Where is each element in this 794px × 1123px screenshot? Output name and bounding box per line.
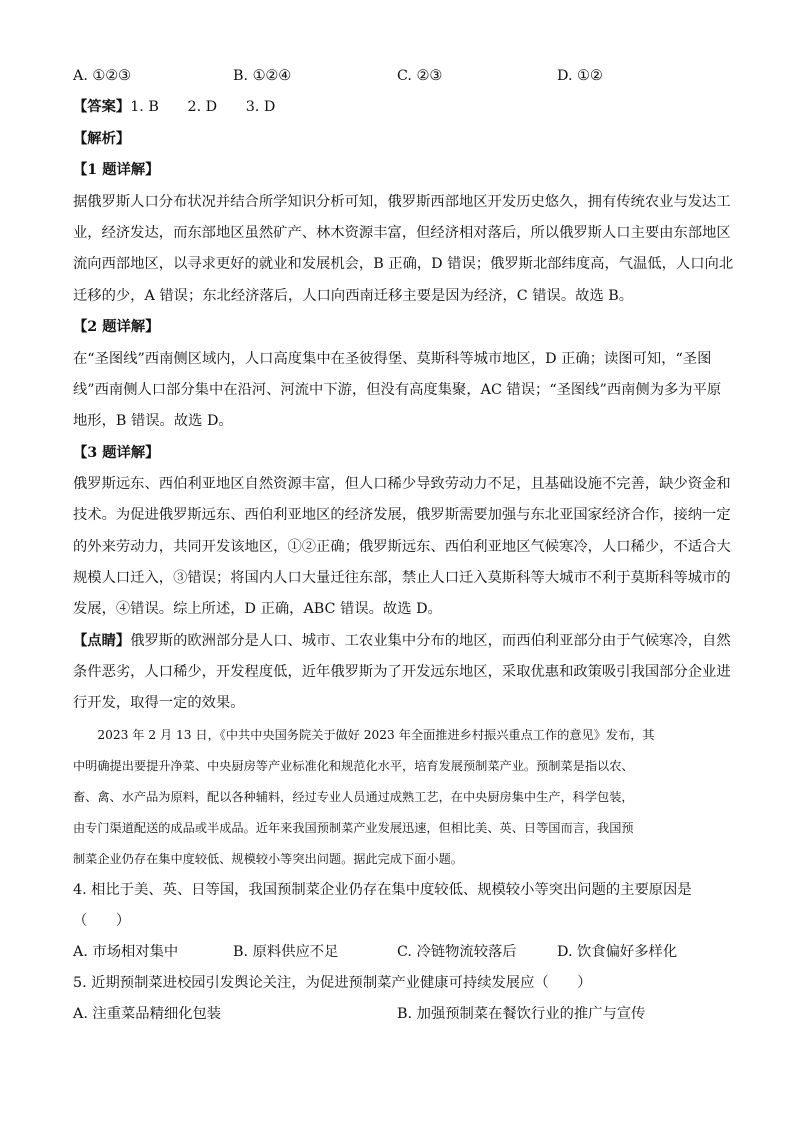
comment-line: 行开发，取得一定的效果。 [73, 695, 245, 711]
analysis-tag: 【解析】 [73, 131, 131, 147]
q1-line: 迁移的少，A 错误；东北经济落后，人口向西南迁移主要是因为经济，C 错误。故选 B。 [73, 288, 634, 304]
q2-line: 地形，B 错误。故选 D。 [73, 413, 233, 429]
option-d: D. ①② [557, 68, 603, 84]
q5-option-a: A. 注重菜品精细化包装 [73, 1006, 222, 1022]
q5-option-b: B. 加强预制菜在餐饮行业的推广与宣传 [397, 1006, 646, 1022]
passage-line: 2023 年 2 月 13 日，《中共中央国务院关于做好 2023 年全面推进乡村振兴重点工作的意见》发布，其 [73, 728, 655, 742]
option-b: B. ①②④ [233, 68, 292, 84]
q3-line: 发展，④错误。综上所述，D 正确，ABC 错误。故选 D。 [73, 601, 442, 617]
q3-line: 技术。为促进俄罗斯远东、西伯利亚地区的经济发展，俄罗斯需要加强与东北亚国家经济合作，接纳一定 [73, 507, 731, 523]
q4-option-b: B. 原料供应不足 [233, 944, 339, 960]
q2-tag: 【2 题详解】 [73, 319, 160, 335]
answer-line [73, 97, 275, 117]
q1-line: 流向西部地区，以寻求更好的就业和发展机会，B 正确，D 错误；俄罗斯北部纬度高，气温低，人口向北 [73, 256, 734, 272]
answer-tag: 【答案】 [73, 99, 131, 115]
comment-line: 条件恶劣，人口稀少，开发程度低，近年俄罗斯为了开发远东地区，采取优惠和政策吸引我国部分企业进 [73, 664, 731, 680]
q2-line: 在“圣图线”西南侧区域内，人口高度集中在圣彼得堡、莫斯科等城市地区，D 正确；读图可知，“圣图 [73, 351, 712, 367]
option-c: C. ②③ [397, 68, 443, 84]
comment-line [73, 631, 731, 651]
q3-line: 规模人口迁入，③错误；将国内人口大量迁往东部，禁止人口迁入莫斯科等大城市不利于莫斯科等城市的 [73, 570, 731, 586]
q4-stem-bracket: （ ） [73, 913, 131, 929]
q4-option-a: A. 市场相对集中 [73, 944, 179, 960]
q2-line: 线”西南侧人口部分集中在沿河、河流中下游，但没有高度集聚，AC 错误；“圣图线”西南侧为多为平原 [73, 382, 722, 398]
q4-stem: 4. 相比于美、英、日等国，我国预制菜企业仍存在集中度较低、规模较小等突出问题的主要原因是 [73, 882, 692, 898]
passage-line: 畜、禽、水产品为原料，配以各种辅料，经过专业人员通过成熟工艺，在中央厨房集中生产，科学包装， [73, 790, 634, 804]
comment-text: 俄罗斯的欧洲部分是人口、城市、工农业集中分布的地区，而西伯利亚部分由于气候寒冷，自然 [130, 633, 731, 649]
q1-tag: 【1 题详解】 [73, 162, 160, 178]
passage-line: 由专门渠道配送的成品或半成品。近年来我国预制菜产业发展迅速，但相比美、英、日等国而言，我国预 [73, 821, 634, 835]
q4-option-d: D. 饮食偏好多样化 [557, 944, 678, 960]
q3-tag: 【3 题详解】 [73, 445, 160, 461]
q1-line: 业，经济发达，而东部地区虽然矿产、林木资源丰富，但经济相对落后，所以俄罗斯人口主要由东部地区 [73, 225, 731, 241]
answer-text: 1. B 2. D 3. D [130, 99, 276, 115]
q3-line: 俄罗斯远东、西伯利亚地区自然资源丰富，但人口稀少导致劳动力不足，且基础设施不完善，缺少资金和 [73, 476, 731, 492]
passage-line: 制菜企业仍存在集中度较低、规模较小等突出问题。据此完成下面小题。 [73, 852, 463, 866]
q1-line: 据俄罗斯人口分布状况并结合所学知识分析可知，俄罗斯西部地区开发历史悠久，拥有传统农业与发达工 [73, 194, 731, 210]
passage-line: 中明确提出要提升净菜、中央厨房等产业标准化和规范化水平，培育发展预制菜产业。预制菜是指以农、 [73, 759, 634, 773]
option-a: A. ①②③ [73, 68, 131, 84]
q4-option-c: C. 冷链物流较落后 [397, 944, 517, 960]
comment-tag: 【点睛】 [73, 633, 131, 649]
q5-stem: 5. 近期预制菜进校园引发舆论关注，为促进预制菜产业健康可持续发展应（ ） [73, 975, 592, 991]
q3-line: 的外来劳动力，共同开发该地区，①②正确；俄罗斯远东、西伯利亚地区气候寒冷，人口稀少，不适合大 [73, 539, 731, 555]
